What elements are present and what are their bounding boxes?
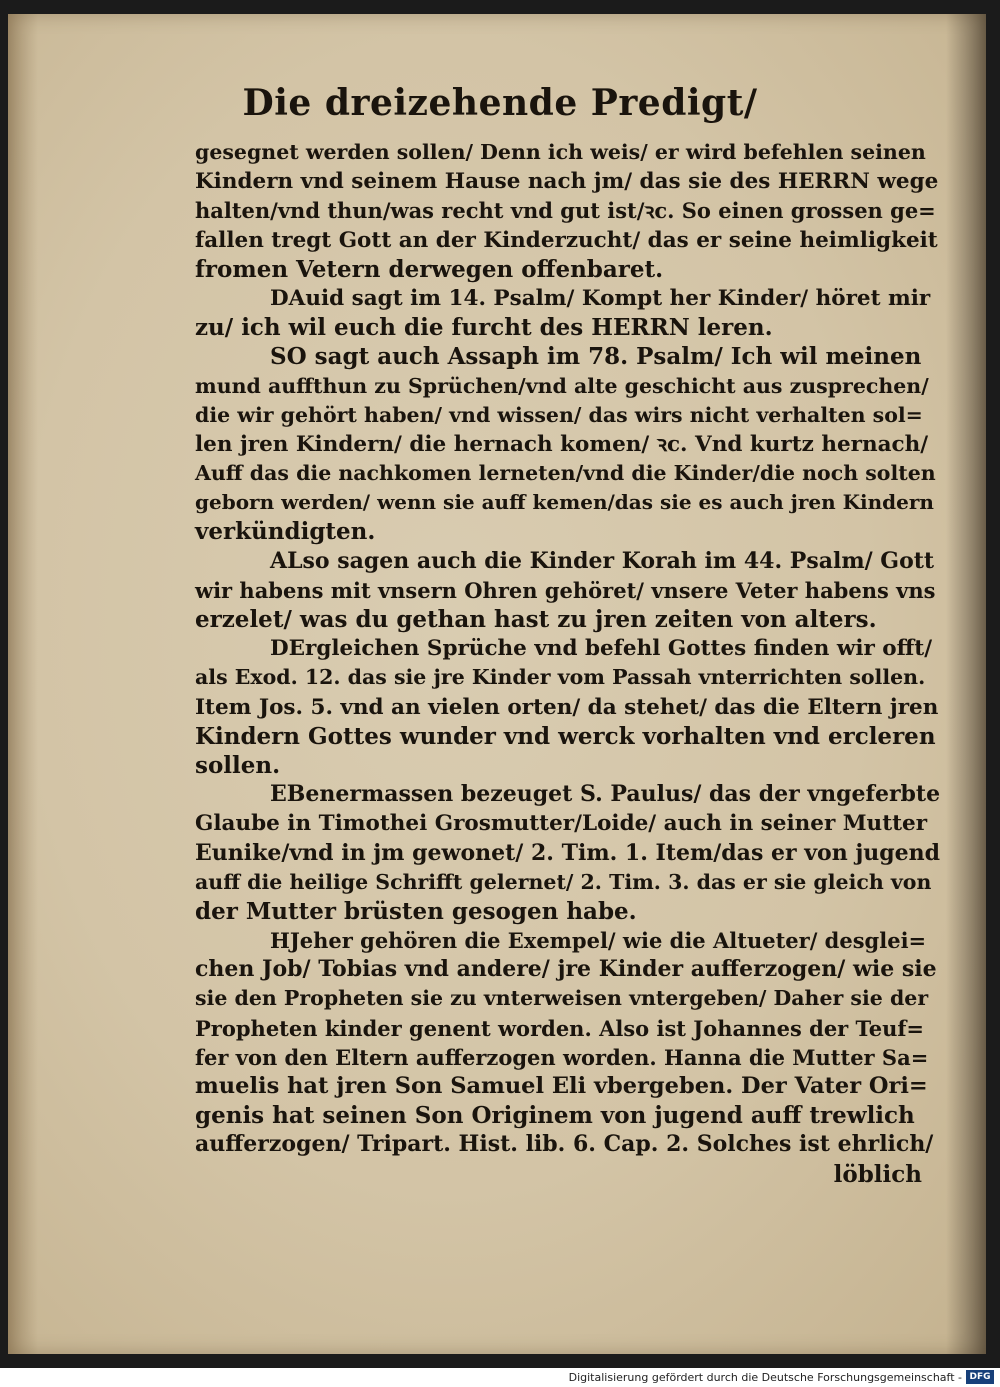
text-line: sollen.	[195, 751, 281, 779]
text-line: als Exod. 12. das sie jre Kinder vom Passah vnterrichten sollen.	[195, 665, 926, 690]
text-line: HJeher gehören die Exempel/ wie die Altueter/ desglei=	[270, 928, 927, 954]
page-edge-shadow	[946, 14, 986, 1354]
text-line: sie den Propheten sie zu vnterweisen vntergeben/ Daher sie der	[195, 986, 929, 1011]
text-line: verkündigten.	[195, 518, 376, 546]
text-line: Item Jos. 5. vnd an vielen orten/ da stehet/ das die Eltern jren	[195, 694, 939, 720]
text-line: SO sagt auch Assaph im 78. Psalm/ Ich wil meinen	[270, 343, 922, 371]
text-line: Propheten kinder genent worden. Also ist Johannes der Teuf=	[195, 1015, 925, 1041]
footer-bar	[0, 1368, 1000, 1387]
text-line: len jren Kindern/ die hernach komen/ ꝛc. Vnd kurtz hernach/	[195, 431, 929, 457]
text-line: zu/ ich wil euch die furcht des HERRN leren.	[195, 314, 773, 342]
text-line: aufferzogen/ Tripart. Hist. lib. 6. Cap. 2. Solches ist ehrlich/	[195, 1131, 934, 1158]
text-line: gesegnet werden sollen/ Denn ich weis/ er wird befehlen seinen	[195, 140, 926, 164]
text-line: chen Job/ Tobias vnd andere/ jre Kinder aufferzogen/ wie sie	[195, 956, 937, 983]
body-text	[195, 138, 940, 1189]
text-line: Kindern Gottes wunder vnd werck vorhalten vnd ercleren	[195, 722, 936, 750]
text-line: auff die heilige Schrifft gelernet/ 2. Tim. 3. das er sie gleich von	[195, 869, 932, 894]
text-line: Auff das die nachkomen lerneten/vnd die Kinder/die noch solten	[195, 461, 936, 486]
text-line: muelis hat jren Son Samuel Eli vbergeben. Der Vater Ori=	[195, 1073, 928, 1099]
text-line: wir habens mit vnsern Ohren gehöret/ vnsere Veter habens vns	[195, 577, 936, 603]
running-header: Die dreizehende Predigt/	[242, 82, 758, 124]
text-line: halten/vnd thun/was recht vnd gut ist/ꝛc. So einen grossen ge=	[195, 198, 936, 224]
dfg-logo: DFG	[966, 1370, 994, 1384]
footer-credit: Digitalisierung gefördert durch die Deutsche Forschungsgemeinschaft -	[568, 1371, 962, 1384]
text-line: der Mutter brüsten gesogen habe.	[195, 897, 637, 925]
catchword: löblich	[833, 1160, 922, 1188]
text-line: EBenermassen bezeuget S. Paulus/ das der vngeferbte	[270, 781, 941, 808]
text-line: DErgleichen Sprüche vnd befehl Gottes finden wir offt/	[270, 636, 933, 662]
text-line: Glaube in Timothei Grosmutter/Loide/ auch in seiner Mutter	[195, 811, 928, 837]
text-line: fallen tregt Gott an der Kinderzucht/ das er seine heimligkeit	[195, 227, 938, 253]
text-line: geborn werden/ wenn sie auff kemen/das sie es auch jren Kindern	[195, 490, 934, 515]
text-line: Kindern vnd seinem Hause nach jm/ das sie des HERRN wege	[195, 169, 939, 195]
text-line: fromen Vetern derwegen offenbaret.	[195, 255, 664, 283]
text-line: fer von den Eltern aufferzogen worden. Hanna die Mutter Sa=	[195, 1044, 929, 1070]
text-line: erzelet/ was du gethan hast zu jren zeiten von alters.	[195, 606, 877, 633]
text-line: DAuid sagt im 14. Psalm/ Kompt her Kinder/ höret mir	[270, 285, 931, 311]
page-gutter-shadow	[8, 14, 38, 1354]
text-line: mund auffthun zu Sprüchen/vnd alte geschicht aus zusprechen/	[195, 373, 929, 398]
text-line: Eunike/vnd in jm gewonet/ 2. Tim. 1. Item/das er von jugend	[195, 839, 941, 866]
text-line: genis hat seinen Son Originem von jugend auff trewlich	[195, 1102, 915, 1130]
text-line: ALso sagen auch die Kinder Korah im 44. Psalm/ Gott	[270, 547, 935, 574]
text-line: die wir gehört haben/ vnd wissen/ das wirs nicht verhalten sol=	[195, 402, 923, 427]
